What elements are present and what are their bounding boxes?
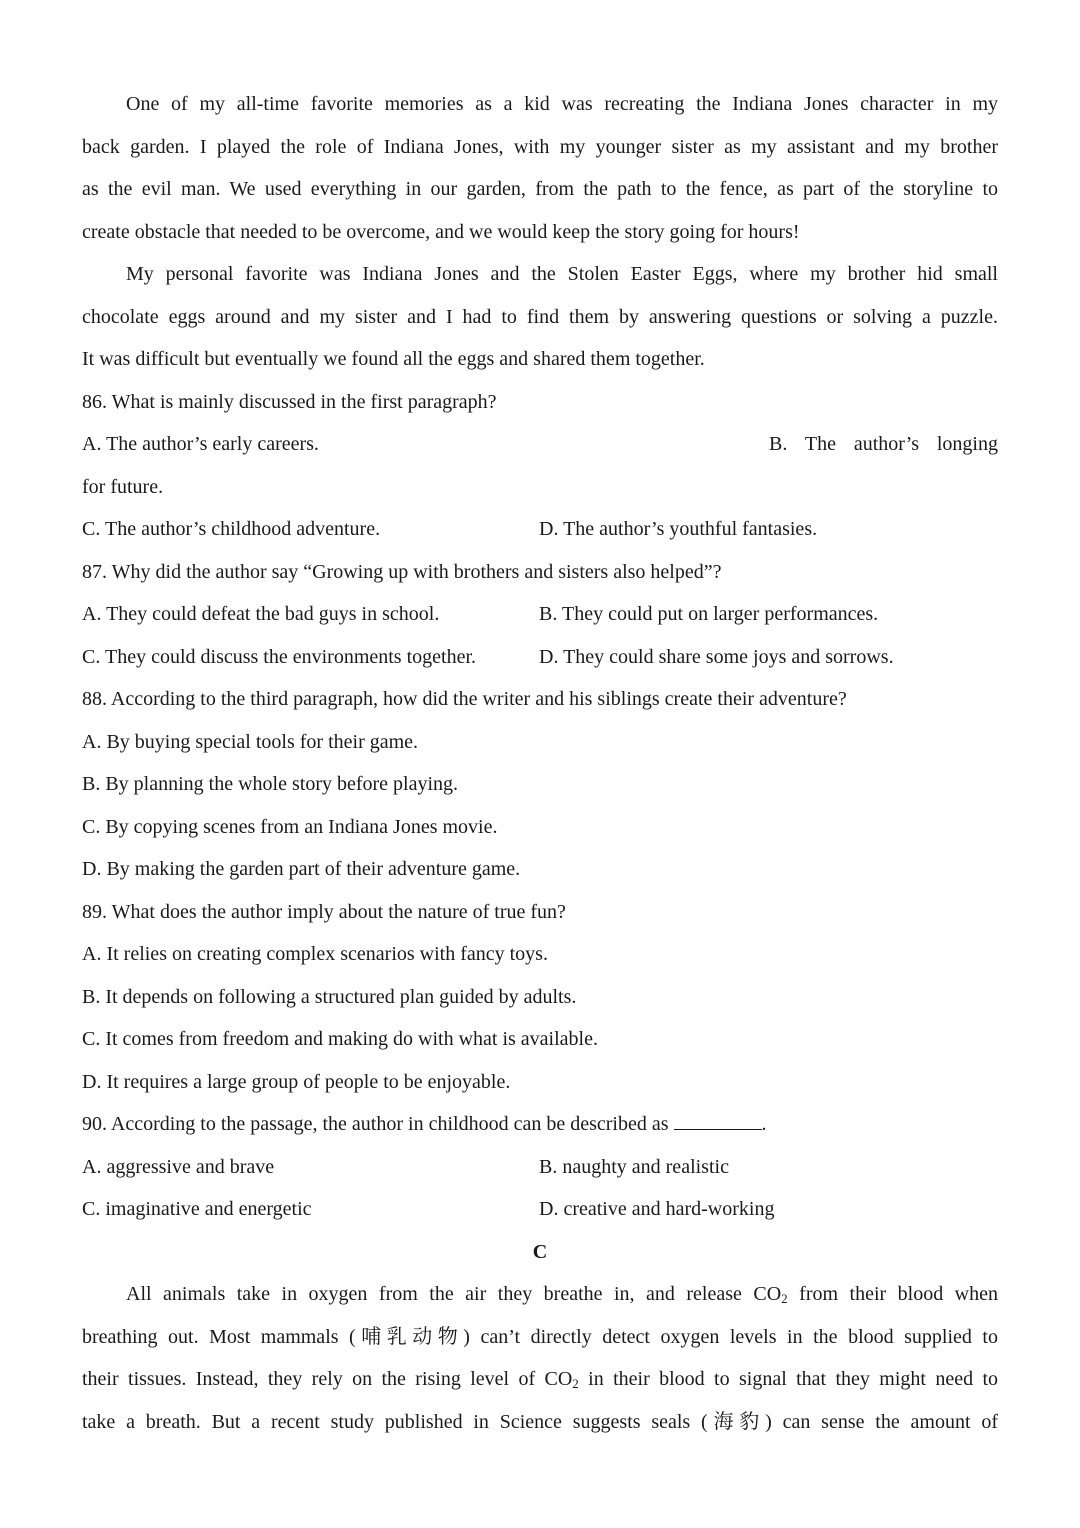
passage-p1-line3: as the evil man. We used everything in our garden, from the path to the fence, as part of the storyline to (82, 178, 998, 200)
q89-option-b: B. It depends on following a structured plan guided by adults. (82, 985, 577, 1008)
q87-stem: 87. Why did the author say “Growing up with brothers and sisters also helped”? (82, 560, 722, 583)
q90-stem-end: . (761, 1113, 767, 1135)
q87-option-b: B. They could put on larger performances. (539, 603, 879, 625)
q87-row-cd (82, 636, 998, 679)
q90-option-a: A. aggressive and brave (82, 1155, 275, 1178)
q90-option-b: B. naughty and realistic (539, 1155, 729, 1178)
section-c-line3 (82, 1358, 998, 1401)
passage-p1-line1: One of my all-time favorite memories as a kid was recreating the Indiana Jones character in my (126, 93, 998, 115)
passage-p1-line4: create obstacle that needed to be overcome, and we would keep the story going for hours! (82, 220, 800, 243)
q90-row-cd (82, 1188, 998, 1231)
passage-p2-line1: My personal favorite was Indiana Jones and the Stolen Easter Eggs, where my brother hid small (126, 263, 998, 285)
q88-option-c: C. By copying scenes from an Indiana Jones movie. (82, 815, 498, 838)
q86-option-b: B. The author’s longing (769, 433, 998, 455)
q89-option-c: C. It comes from freedom and making do with what is available. (82, 1028, 598, 1050)
passage-p1-line2: back garden. I played the role of Indiana Jones, with my younger sister as my assistant and my brother (82, 135, 998, 158)
q86-option-c: C. The author’s childhood adventure. (82, 518, 381, 540)
document-page (82, 83, 998, 1443)
q86-row-cd (82, 508, 998, 551)
q90-option-c: C. imaginative and energetic (82, 1198, 312, 1220)
q86-option-d: D. The author’s youthful fantasies. (539, 518, 818, 540)
q90-stem-text: 90. According to the passage, the author in childhood can be described as (82, 1113, 669, 1135)
q89-option-a: A. It relies on creating complex scenarios with fancy toys. (82, 943, 548, 965)
section-c-line2: breathing out. Most mammals (哺乳动物) can’t directly detect oxygen levels in the blood supplied to (82, 1325, 998, 1348)
section-c-line3-b: in their blood to signal that they might need to (578, 1368, 998, 1390)
q87-row-ab (82, 593, 998, 636)
q88-option-a: A. By buying special tools for their game. (82, 730, 419, 753)
section-heading: C (532, 1240, 548, 1263)
q87-option-a: A. They could defeat the bad guys in school. (82, 603, 440, 625)
q88-option-d: D. By making the garden part of their adventure game. (82, 858, 521, 880)
passage-p2-line3: It was difficult but eventually we found all the eggs and shared them together. (82, 348, 705, 370)
co2-subscript: 2 (572, 1376, 579, 1391)
section-c-line4: take a breath. But a recent study published in Science suggests seals (海豹) can sense the amount of (82, 1410, 998, 1433)
section-c-line1 (82, 1273, 998, 1316)
section-c-line3-a: their tissues. Instead, they rely on the rising level of CO (82, 1368, 573, 1390)
passage-p2-line2: chocolate eggs around and my sister and I had to find them by answering questions or solving a puzzle. (82, 305, 998, 328)
q88-option-b: B. By planning the whole story before playing. (82, 773, 459, 795)
q86-row-ab (82, 423, 998, 466)
q89-stem: 89. What does the author imply about the nature of true fun? (82, 900, 566, 923)
q90-row-ab (82, 1146, 998, 1189)
q89-option-d: D. It requires a large group of people to be enjoyable. (82, 1070, 511, 1093)
q90-option-d: D. creative and hard-working (539, 1198, 775, 1220)
q88-stem: 88. According to the third paragraph, how did the writer and his siblings create their adventure? (82, 688, 847, 710)
section-c-line1-a: All animals take in oxygen from the air they breathe in, and release CO (126, 1283, 782, 1305)
q86-option-a: A. The author’s early careers. (82, 433, 319, 455)
q87-option-c: C. They could discuss the environments together. (82, 645, 477, 668)
answer-blank[interactable] (674, 1113, 762, 1130)
co2-subscript: 2 (781, 1291, 788, 1306)
q87-option-d: D. They could share some joys and sorrows. (539, 645, 894, 668)
q90-stem (82, 1103, 998, 1146)
q86-option-b-cont: for future. (82, 475, 164, 498)
section-c-line1-b: from their blood when (787, 1283, 998, 1305)
q86-stem: 86. What is mainly discussed in the first paragraph? (82, 390, 497, 413)
